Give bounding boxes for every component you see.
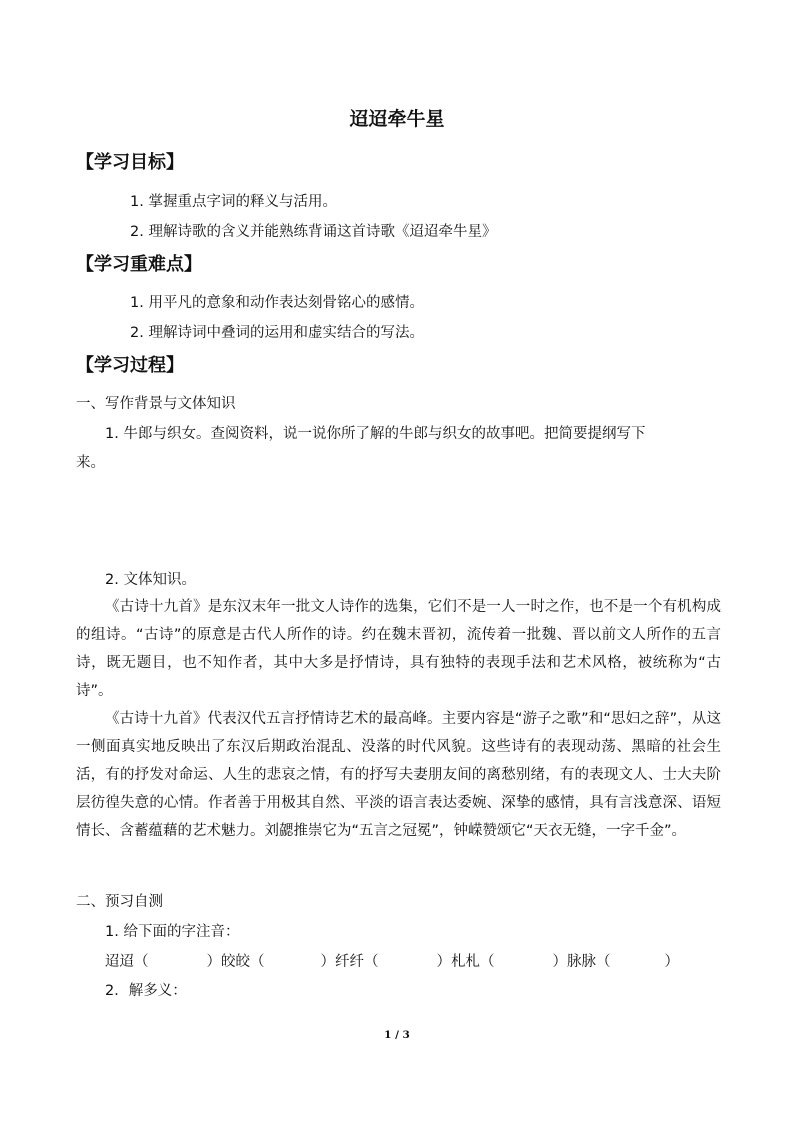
part2-title: 二、预习自测 <box>76 894 163 910</box>
goal-item-2: 2. 理解诗歌的含义并能熟练背诵这首诗歌《迢迢牵牛星》 <box>130 224 497 240</box>
pinyin-item: ）皎皎（ <box>206 954 265 970</box>
part2-question-2: 2．解多义： <box>105 983 187 999</box>
goal-item-1: 1. 掌握重点字词的释义与活用。 <box>130 194 337 210</box>
page-number: 1 / 3 <box>384 1029 410 1041</box>
key-point-item-2: 2. 理解诗词中叠词的运用和虚实结合的写法。 <box>130 325 424 341</box>
pinyin-item: ） <box>664 954 679 970</box>
part2-question-1: 1. 给下面的字注音： <box>105 924 240 940</box>
question-1-line-1: 1. 牛郎与织女。查阅资料，说一说你所了解的牛郎与织女的故事吧。把简要提纲写下 <box>105 426 646 442</box>
document-title: 迢迢牵牛星 <box>349 108 445 130</box>
genre-paragraph-1: 《古诗十九首》是东汉末年一批文人诗作的选集，它们不是一人一时之作，也不是一个有机构成的组诗。“古诗”的原意是古代人所作的诗。约在魏末晋初，流传着一批魏、晋以前文人所作的五言诗，既无题目，也不知作者，其中大多是抒情诗，具有独特的表现手法和艺术风格，被统称为“古诗”。 <box>76 599 721 699</box>
pinyin-item: ）札札（ <box>436 954 495 970</box>
process-heading: 【学习过程】 <box>76 355 184 376</box>
pinyin-item: 迢迢（ <box>105 954 149 970</box>
pinyin-item: ）脉脉（ <box>552 954 611 970</box>
question-2: 2. 文体知识。 <box>105 572 196 588</box>
pinyin-item: ）纤纤（ <box>320 954 379 970</box>
pinyin-row <box>105 950 679 971</box>
goals-heading: 【学习目标】 <box>76 152 184 173</box>
key-points-heading: 【学习重难点】 <box>76 254 202 275</box>
question-1-line-2: 来。 <box>76 455 105 471</box>
genre-paragraph-2: 《古诗十九首》代表汉代五言抒情诗艺术的最高峰。主要内容是“游子之歌”和“思妇之辞”，从这一侧面真实地反映出了东汉后期政治混乱、没落的时代风貌。这些诗有的表现动荡、黑暗的社会生活，有的抒发对命运、人生的悲哀之情，有的抒写夫妻朋友间的离愁别绪，有的表现文人、士大夫阶层彷徨失意的心情。作者善于用极其自然、平淡的语言表达委婉、深挚的感情，具有言浅意深、语短情长、含蓄蕴藉的艺术魅力。刘勰推崇它为“五言之冠冕”，钟嵘赞颂它“天衣无缝，一字千金”。 <box>76 711 721 839</box>
key-point-item-1: 1. 用平凡的意象和动作表达刻骨铭心的感情。 <box>130 295 424 311</box>
part1-title: 一、写作背景与文体知识 <box>76 396 236 412</box>
